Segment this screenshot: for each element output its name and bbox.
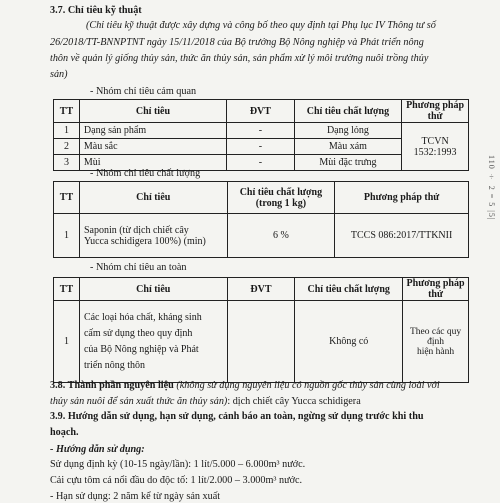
cell-quality: Màu xám [294,139,401,155]
intro-line-2: 26/2018/TT-BNNPTNT ngày 15/11/2018 của Bộ trưởng Bộ Nông nghiệp và Phát triển nông [50,37,424,48]
section-3-8-note-1: (không sử dụng nguyên liệu có nguồn gốc thủy sản cùng loài với [176,380,440,391]
cell-name-line-1: Các loại hóa chất, kháng sinh [83,311,202,323]
header-quality [227,182,335,214]
cell-name [79,214,227,258]
cell-name [79,301,227,383]
header-chi-tieu: Chỉ tiêu [79,100,226,123]
intro-line-1: (Chỉ tiêu kỹ thuật được xây dựng và công bố theo quy định tại Phụ lục IV Thông tư số [86,20,436,31]
quality-table [53,181,469,258]
cell-tt: 3 [54,155,80,171]
cell-unit: - [227,155,295,171]
cell-tt: 1 [54,301,80,383]
cell-method-line-1: Theo các quy định [409,326,462,347]
header-tt: TT [54,278,80,301]
section-3-9-heading-1: 3.9. Hướng dẫn sử dụng, hạn sử dụng, cảnh báo an toàn, ngừng sử dụng trước khi thu [50,411,424,422]
section-3-8-note-2: thủy sản nuôi để sản xuất thức ăn thủy sản) [50,396,228,407]
header-method: Phương pháp thử [402,100,469,123]
cell-name-line-3: của Bộ Nông nghiệp và Phát [83,343,199,355]
cell-method-line-2: hiện hành [416,346,455,357]
header-tt: TT [54,100,80,123]
table-row [54,301,469,383]
margin-handwritten-note: 110 ÷ 2 = 5 |5| [487,155,496,221]
header-dvt: ĐVT [227,278,295,301]
usage-line-1: Sử dụng định kỳ (10-15 ngày/lần): 1 lít/5.000 – 6.000m³ nước. [50,459,306,470]
sensory-group-label: - Nhóm chỉ tiêu cảm quan [90,86,197,97]
section-3-8-line-1 [50,380,440,392]
cell-unit: - [227,123,295,139]
section-3-8-line-2 [50,396,361,408]
intro-line-3: thôn về quản lý giống thủy sản, thức ăn thủy sản, sản phẩm xử lý môi trường nuôi trồng thủy [50,53,429,64]
usage-line-3: - Hạn sử dụng: 2 năm kể từ ngày sản xuất [50,491,221,502]
header-quality: Chỉ tiêu chất lượng [294,100,401,123]
header-quality: Chỉ tiêu chất lượng [295,278,403,301]
quality-group-label: - Nhóm chỉ tiêu chất lượng [90,168,201,179]
cell-name-line-4: triển nông thôn [83,359,146,371]
cell-name: Mùi [79,155,226,171]
cell-name-line-2: cấm sử dụng theo quy định [83,327,193,339]
usage-subheading: - Hướng dẫn sử dụng: [50,444,145,455]
section-3-9-heading-2: hoạch. [50,427,79,438]
cell-method [403,301,469,383]
section-3-8-text: : dịch chiết cây Yucca schidigera [227,396,361,407]
cell-unit [227,301,295,383]
header-chi-tieu: Chỉ tiêu [79,278,227,301]
table-row [54,123,469,139]
cell-quality: Mùi đặc trưng [294,155,401,171]
cell-name: Dạng sản phẩm [79,123,226,139]
header-quality-line-1: Chỉ tiêu chất lượng [239,186,323,198]
cell-tt: 1 [54,214,80,258]
cell-name: Màu sắc [79,139,226,155]
cell-method: TCVN 1532:1993 [402,123,469,171]
header-tt: TT [54,182,80,214]
usage-line-2: Cải cựu tôm cá nổi đầu do độc tố: 1 lít/2.000 – 3.000m³ nước. [50,475,303,486]
header-method: Phương pháp thử [403,278,469,301]
safety-group-label: - Nhóm chỉ tiêu an toàn [90,262,187,273]
cell-method: TCCS 086:2017/TTKNII [335,214,469,258]
cell-name-line-1: Saponin (từ dịch chiết cây [83,224,189,236]
header-dvt: ĐVT [227,100,295,123]
cell-unit: - [227,139,295,155]
section-3-7-heading: 3.7. Chỉ tiêu kỹ thuật [50,5,142,16]
sensory-table [53,99,469,171]
cell-quality: Dạng lỏng [294,123,401,139]
cell-value: 6 % [227,214,335,258]
cell-value: Không có [295,301,403,383]
header-quality-line-2: (trong 1 kg) [255,197,307,209]
cell-tt: 1 [54,123,80,139]
cell-name-line-2: Yucca schidigera 100%) (min) [83,235,206,247]
table-row [54,214,469,258]
section-3-8-heading: 3.8. Thành phần nguyên liệu [50,380,174,391]
header-chi-tieu: Chỉ tiêu [79,182,227,214]
safety-table [53,277,469,383]
cell-tt: 2 [54,139,80,155]
header-method: Phương pháp thử [335,182,469,214]
intro-line-4: sản) [50,69,68,80]
